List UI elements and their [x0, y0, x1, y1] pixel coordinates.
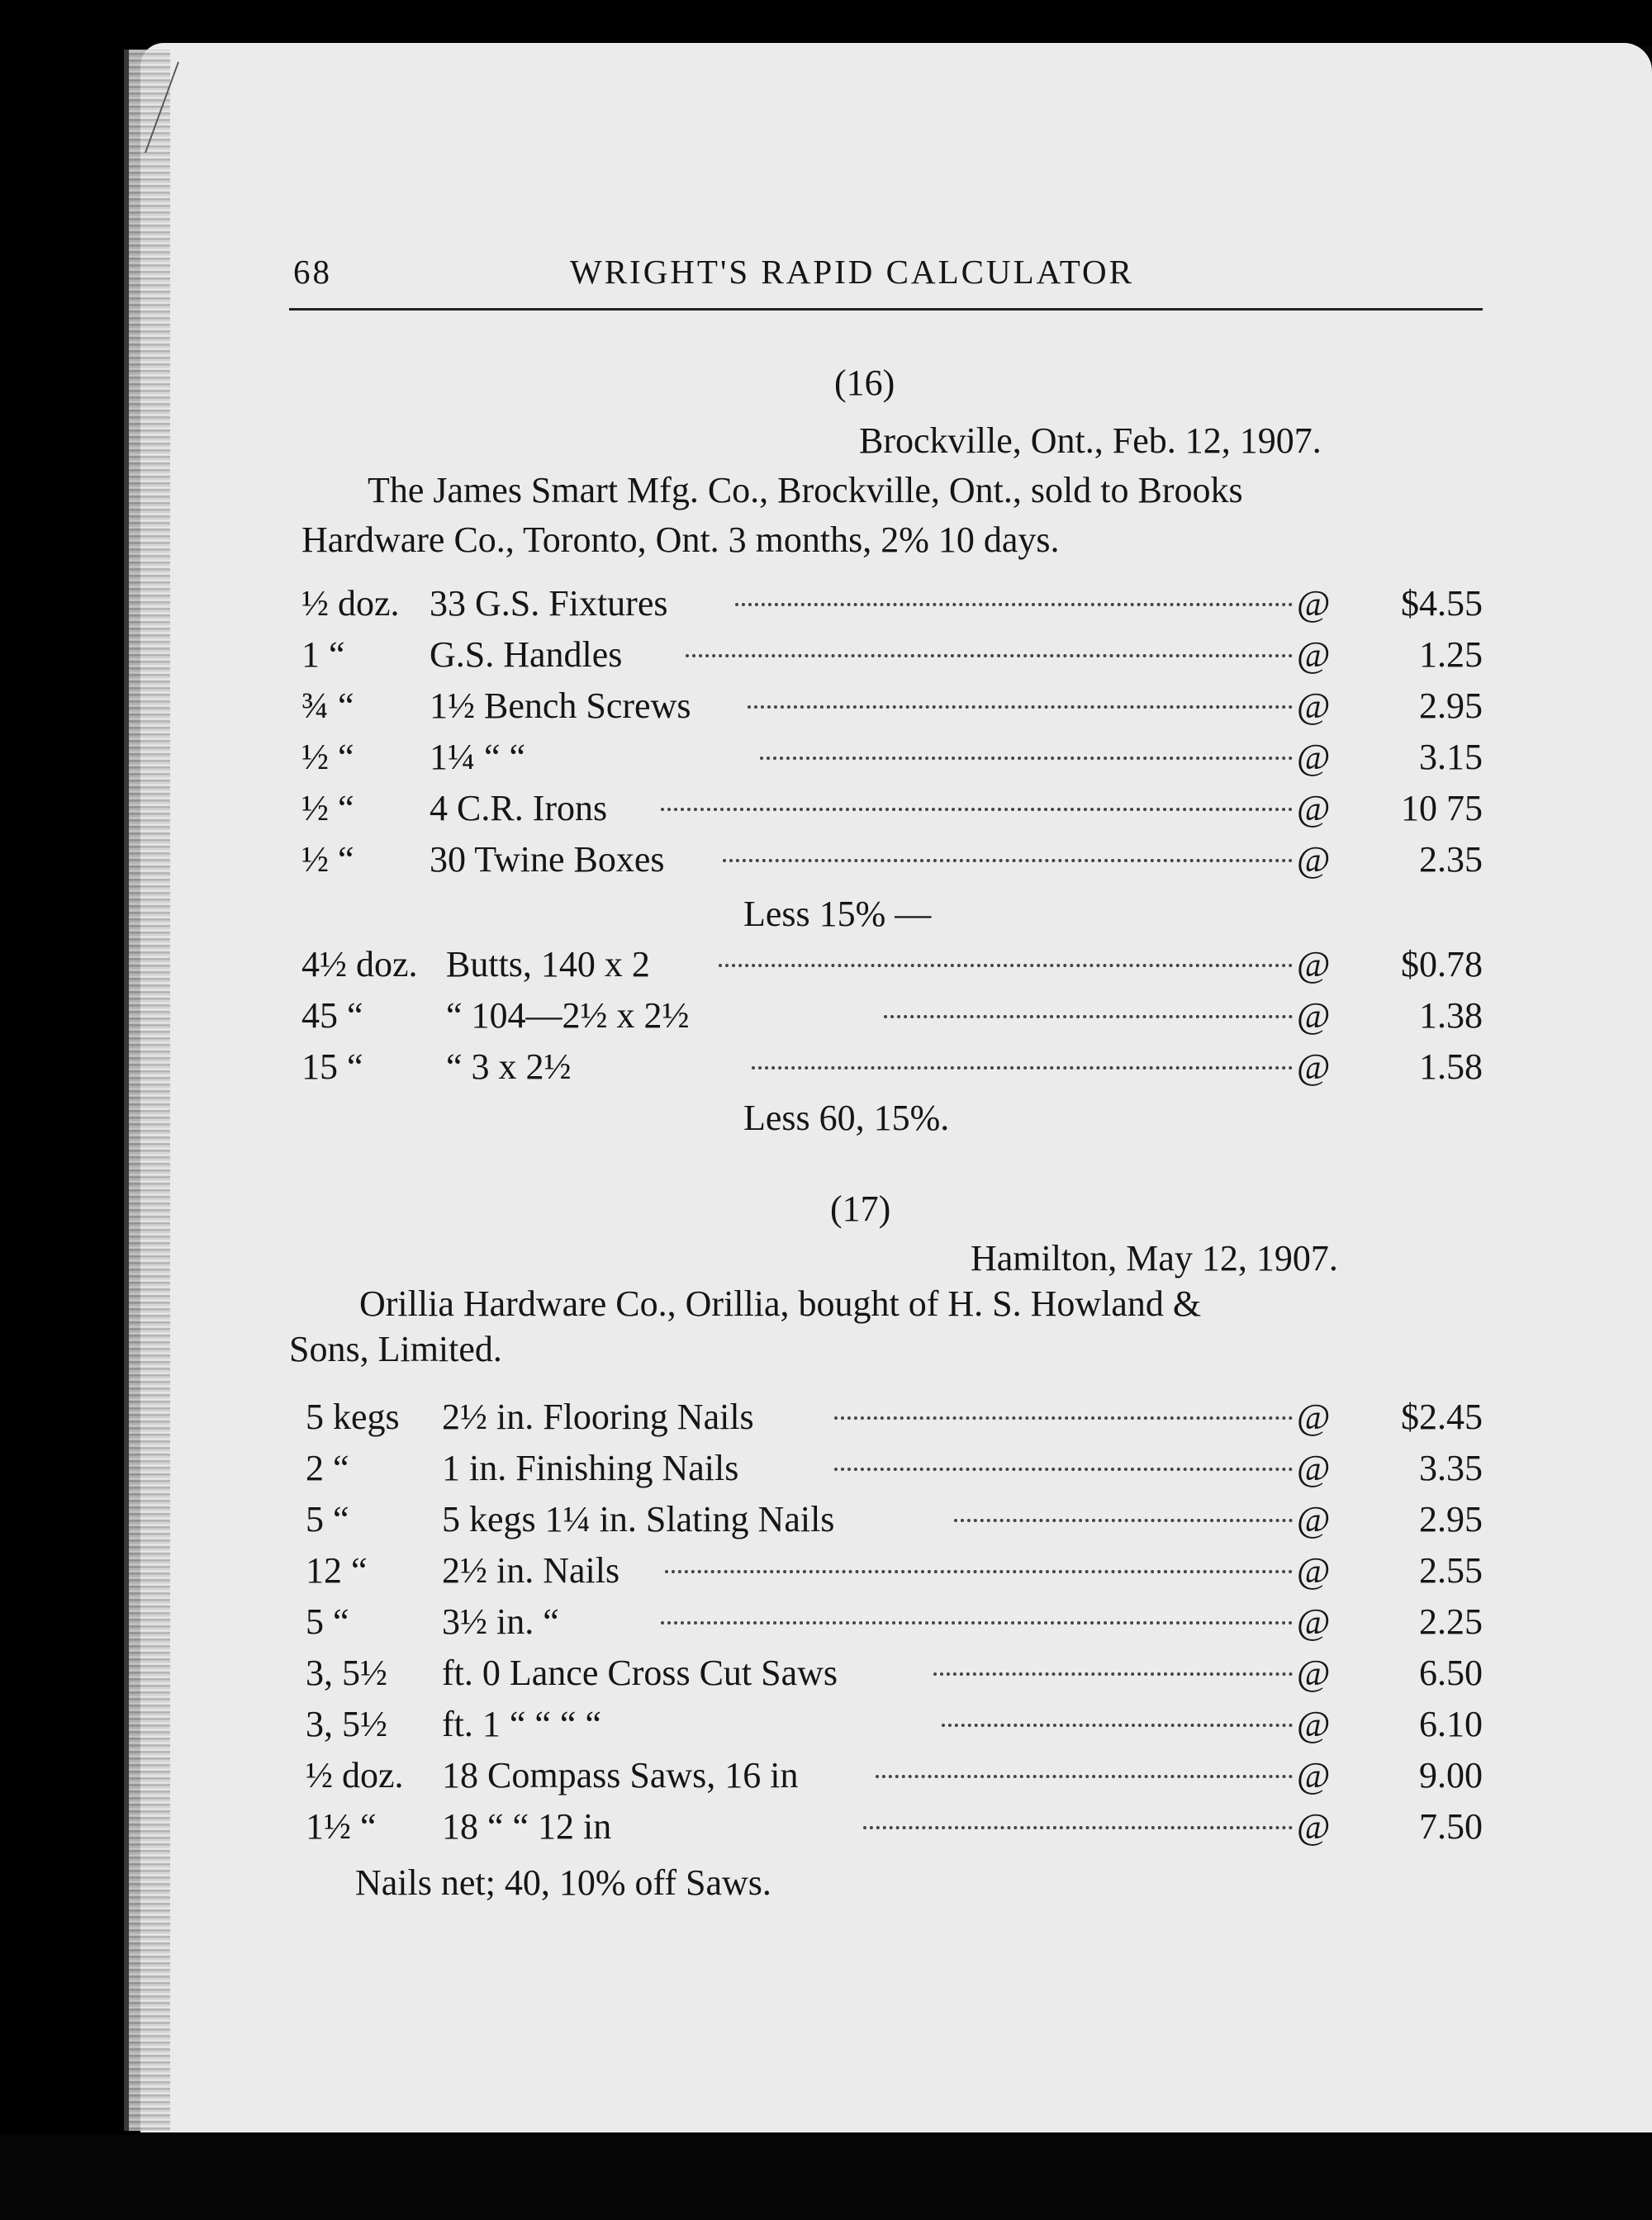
leader-dots: [735, 603, 1293, 606]
at-symbol: @: [1297, 1755, 1331, 1795]
at-symbol: @: [1297, 1499, 1331, 1539]
line-item-quantity: 15 “: [301, 1046, 363, 1087]
leader-dots: [723, 859, 1293, 862]
line-item-quantity: 5 kegs: [306, 1397, 400, 1437]
line-item-row: [0, 1601, 1483, 1644]
line-item-description: 1 in. Finishing Nails: [442, 1448, 739, 1488]
line-item-quantity: ¾ “: [301, 685, 354, 726]
line-item-description: G.S. Handles: [430, 634, 623, 675]
line-item-row: [0, 1498, 1483, 1541]
at-symbol: @: [1297, 944, 1331, 984]
line-item-row: [0, 1652, 1483, 1695]
invoice-16-description-line2: Hardware Co., Toronto, Ont. 3 months, 2% 10 days.: [301, 519, 1060, 560]
at-symbol: @: [1297, 634, 1331, 675]
line-item-description: 18 Compass Saws, 16 in: [442, 1755, 799, 1795]
line-item-description: 30 Twine Boxes: [430, 839, 665, 880]
leader-dots: [863, 1826, 1293, 1829]
at-symbol: @: [1297, 839, 1331, 880]
line-item-quantity: ½ doz.: [306, 1755, 404, 1795]
line-item-quantity: 5 “: [306, 1601, 349, 1642]
line-item-description: 18 “ “ 12 in: [442, 1806, 612, 1847]
invoice-16-discount-a: Less 15% —: [743, 894, 932, 934]
line-item-quantity: ½ doz.: [301, 583, 400, 624]
line-item-row: [0, 1046, 1483, 1089]
line-item-description: Butts, 140 x 2: [446, 944, 650, 984]
line-item-row: [0, 685, 1483, 728]
invoice-17-description-line1: Orillia Hardware Co., Orillia, bought of H. S. Howland &: [359, 1283, 1202, 1324]
line-item-price: 10 75: [1401, 788, 1483, 828]
leader-dots: [933, 1672, 1293, 1676]
at-symbol: @: [1297, 1601, 1331, 1642]
line-item-price: 1.25: [1419, 634, 1483, 675]
at-symbol: @: [1297, 583, 1331, 624]
line-item-price: 3.15: [1419, 737, 1483, 777]
invoice-16-date: Brockville, Ont., Feb. 12, 1907.: [859, 420, 1322, 461]
leader-dots: [834, 1468, 1293, 1471]
line-item-quantity: 1 “: [301, 634, 345, 675]
leader-dots: [884, 1015, 1293, 1018]
line-item-price: $2.45: [1401, 1397, 1483, 1437]
line-item-description: 33 G.S. Fixtures: [430, 583, 668, 624]
line-item-row: [0, 633, 1483, 676]
line-item-row: [0, 1805, 1483, 1848]
line-item-row: [0, 736, 1483, 779]
line-item-description: 5 kegs 1¼ in. Slating Nails: [442, 1499, 835, 1539]
at-symbol: @: [1297, 1550, 1331, 1591]
line-item-quantity: 12 “: [306, 1550, 368, 1591]
invoice-17-date: Hamilton, May 12, 1907.: [971, 1238, 1338, 1278]
scan-border-bottom: [0, 2135, 1652, 2220]
line-item-description: 1¼ “ “: [430, 737, 526, 777]
line-item-quantity: 45 “: [301, 995, 363, 1036]
leader-dots: [760, 757, 1293, 760]
line-item-price: 9.00: [1419, 1755, 1483, 1795]
line-item-quantity: 5 “: [306, 1499, 349, 1539]
leader-dots: [719, 964, 1293, 967]
page-header: [293, 252, 1483, 301]
leader-dots: [686, 654, 1293, 657]
line-item-row: [0, 1447, 1483, 1490]
line-item-description: ft. 1 “ “ “ “: [442, 1704, 601, 1744]
leader-dots: [661, 808, 1293, 811]
line-item-price: 2.55: [1419, 1550, 1483, 1591]
line-item-quantity: 2 “: [306, 1448, 349, 1488]
at-symbol: @: [1297, 737, 1331, 777]
at-symbol: @: [1297, 788, 1331, 828]
line-item-quantity: ½ “: [301, 839, 354, 880]
at-symbol: @: [1297, 685, 1331, 726]
leader-dots: [942, 1724, 1293, 1727]
line-item-row: [0, 1703, 1483, 1746]
line-item-price: 1.58: [1419, 1046, 1483, 1087]
line-item-row: [0, 787, 1483, 830]
line-item-price: $0.78: [1401, 944, 1483, 984]
line-item-description: 4 C.R. Irons: [430, 788, 608, 828]
leader-dots: [876, 1775, 1293, 1778]
line-item-description: 3½ in. “: [442, 1601, 559, 1642]
at-symbol: @: [1297, 1397, 1331, 1437]
leader-dots: [665, 1570, 1293, 1573]
line-item-price: 3.35: [1419, 1448, 1483, 1488]
scan-border-top: [0, 0, 1652, 45]
at-symbol: @: [1297, 1448, 1331, 1488]
line-item-price: 6.50: [1419, 1653, 1483, 1693]
line-item-quantity: 3, 5½: [306, 1704, 387, 1744]
invoice-17-terms: Nails net; 40, 10% off Saws.: [355, 1862, 771, 1903]
line-item-price: 2.25: [1419, 1601, 1483, 1642]
line-item-description: 2½ in. Nails: [442, 1550, 620, 1591]
line-item-quantity: ½ “: [301, 737, 354, 777]
line-item-row: [0, 943, 1483, 986]
line-item-description: “ 104—2½ x 2½: [446, 995, 690, 1036]
line-item-row: [0, 1549, 1483, 1592]
invoice-17-description-line2: Sons, Limited.: [289, 1329, 502, 1369]
line-item-price: 7.50: [1419, 1806, 1483, 1847]
at-symbol: @: [1297, 1806, 1331, 1847]
line-item-description: “ 3 x 2½: [446, 1046, 572, 1087]
line-item-row: [0, 582, 1483, 625]
line-item-description: ft. 0 Lance Cross Cut Saws: [442, 1653, 838, 1693]
at-symbol: @: [1297, 995, 1331, 1036]
invoice-16-description-line1: The James Smart Mfg. Co., Brockville, Ont., sold to Brooks: [368, 470, 1243, 510]
line-item-description: 1½ Bench Screws: [430, 685, 691, 726]
line-item-quantity: 4½ doz.: [301, 944, 418, 984]
line-item-row: [0, 1396, 1483, 1439]
line-item-price: 6.10: [1419, 1704, 1483, 1744]
leader-dots: [752, 1066, 1293, 1070]
page-number: 68: [293, 253, 332, 291]
line-item-row: [0, 994, 1483, 1037]
at-symbol: @: [1297, 1653, 1331, 1693]
line-item-row: [0, 1754, 1483, 1797]
leader-dots: [954, 1519, 1293, 1522]
line-item-price: 1.38: [1419, 995, 1483, 1036]
line-item-row: [0, 838, 1483, 881]
line-item-quantity: ½ “: [301, 788, 354, 828]
line-item-price: 2.95: [1419, 685, 1483, 726]
line-item-description: 2½ in. Flooring Nails: [442, 1397, 754, 1437]
invoice-16-number: (16): [834, 363, 895, 403]
leader-dots: [661, 1621, 1293, 1625]
leader-dots: [748, 705, 1293, 709]
at-symbol: @: [1297, 1704, 1331, 1744]
line-item-price: 2.95: [1419, 1499, 1483, 1539]
line-item-quantity: 1½ “: [306, 1806, 377, 1847]
at-symbol: @: [1297, 1046, 1331, 1087]
line-item-price: 2.35: [1419, 839, 1483, 880]
leader-dots: [834, 1416, 1293, 1420]
header-rule: [289, 308, 1483, 311]
line-item-quantity: 3, 5½: [306, 1653, 387, 1693]
line-item-price: $4.55: [1401, 583, 1483, 624]
invoice-16-discount-b: Less 60, 15%.: [743, 1098, 950, 1138]
running-title: WRIGHT'S RAPID CALCULATOR: [570, 253, 1134, 291]
invoice-17-number: (17): [830, 1188, 891, 1229]
